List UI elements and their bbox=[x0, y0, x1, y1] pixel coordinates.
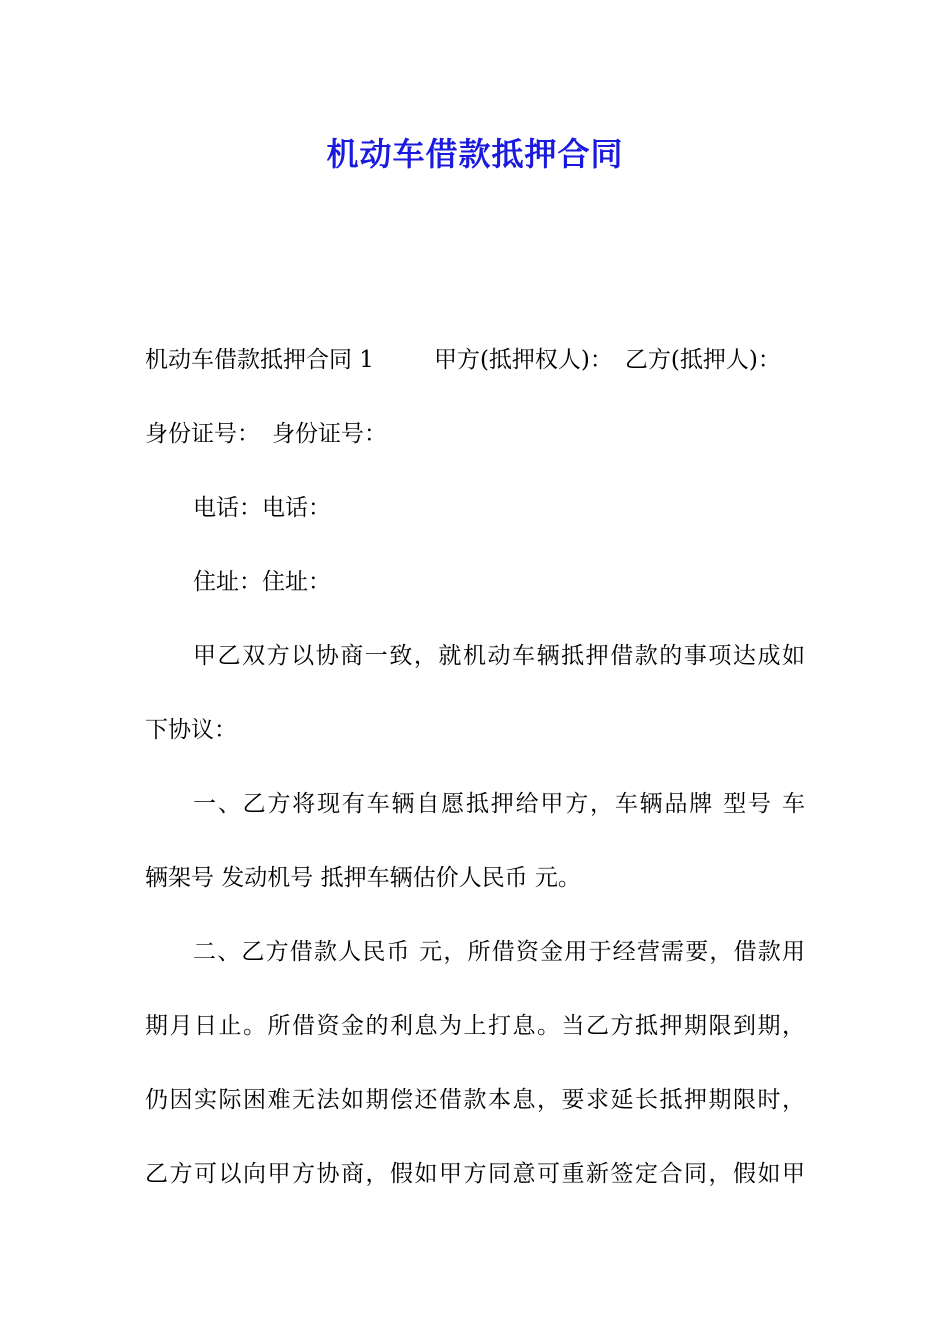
paragraph-line: 一、乙方将现有车辆自愿抵押给甲方，车辆品牌 型号 车 bbox=[193, 791, 805, 817]
paragraph-line: 辆架号 发动机号 抵押车辆估价人民币 元。 bbox=[145, 865, 581, 891]
paragraph-line: 乙方可以向甲方协商，假如甲方同意可重新签定合同，假如甲 bbox=[145, 1161, 805, 1187]
contract-heading: 机动车借款抵押合同 1 bbox=[145, 347, 374, 373]
phone-line bbox=[145, 484, 805, 558]
party-b-id-label: 身份证号： bbox=[272, 421, 387, 447]
document-title: 机动车借款抵押合同 bbox=[326, 135, 624, 173]
party-b-label: 乙方(抵押人)： bbox=[624, 347, 781, 373]
party-a-label: 甲方(抵押权人)： bbox=[433, 347, 613, 373]
paragraph-line: 甲乙双方以协商一致，就机动车辆抵押借款的事项达成如 bbox=[193, 643, 805, 669]
parties-line bbox=[145, 336, 805, 410]
paragraph-line: 仍因实际困难无法如期偿还借款本息，要求延长抵押期限时， bbox=[145, 1087, 805, 1113]
address-line bbox=[145, 558, 805, 632]
party-a-id-label: 身份证号： bbox=[145, 421, 260, 447]
party-a-address-label: 住址： bbox=[193, 569, 262, 595]
party-b-address-label: 住址： bbox=[262, 569, 331, 595]
paragraph-line: 下协议： bbox=[145, 717, 237, 743]
party-b-phone-label: 电话： bbox=[262, 495, 331, 521]
party-a-phone-label: 电话： bbox=[193, 495, 262, 521]
paragraph-line: 期月日止。所借资金的利息为上打息。当乙方抵押期限到期， bbox=[145, 1013, 805, 1039]
paragraph-line: 二、乙方借款人民币 元，所借资金用于经营需要，借款用 bbox=[193, 939, 805, 965]
document-body bbox=[145, 336, 805, 1224]
id-number-line bbox=[145, 410, 805, 484]
